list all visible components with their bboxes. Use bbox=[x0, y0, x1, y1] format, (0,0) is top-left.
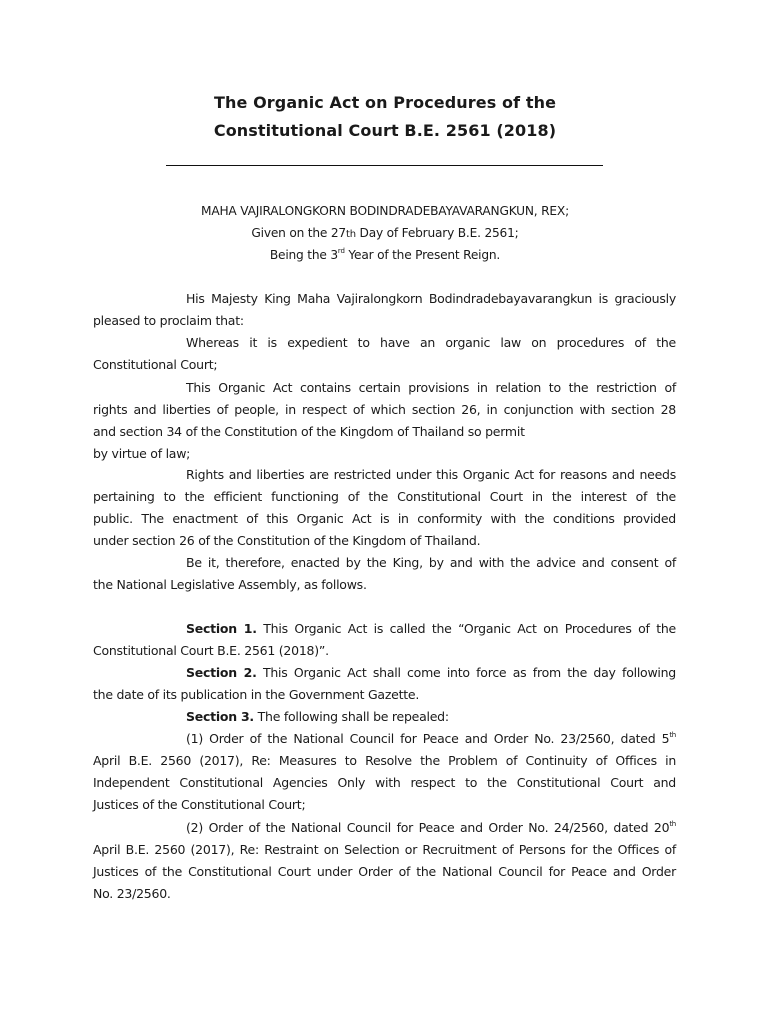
para4-line1: Rights and liberties are restricted under this Organic Act for reasons and needs bbox=[186, 467, 676, 482]
section3-item2-line1: (2) Order of the National Council for Peace and Order No. 24/2560, dated 20th bbox=[186, 820, 676, 835]
para2-line1: Whereas it is expedient to have an organic law on procedures of the bbox=[186, 335, 676, 350]
para2-line2: Constitutional Court; bbox=[93, 357, 218, 372]
section3-item2-line3: Justices of the Constitutional Court under Order of the National Council for Peace and Order bbox=[93, 864, 676, 879]
section3-item1-line2: April B.E. 2560 (2017), Re: Measures to Resolve the Problem of Continuity of Offices in bbox=[93, 753, 676, 768]
para1-line1: His Majesty King Maha Vajiralongkorn Bodindradebayavarangkun is graciously bbox=[186, 291, 676, 306]
section3-item1-line3: Independent Constitutional Agencies Only with respect to the Constitutional Court and bbox=[93, 775, 676, 790]
section3-item1-line1: (1) Order of the National Council for Peace and Order No. 23/2560, dated 5th bbox=[186, 731, 676, 746]
document-title-line2: Constitutional Court B.E. 2561 (2018) bbox=[213, 121, 557, 140]
section1-line2: Constitutional Court B.E. 2561 (2018)”. bbox=[93, 643, 329, 658]
para3-line1: This Organic Act contains certain provisions in relation to the restriction of bbox=[186, 380, 676, 395]
section3-label: Section 3. bbox=[186, 709, 254, 724]
reign-year: Being the 3rd Year of the Present Reign. bbox=[269, 247, 501, 262]
section3-item1-line4: Justices of the Constitutional Court; bbox=[93, 797, 306, 812]
section1-line1: Section 1. This Organic Act is called the “Organic Act on Procedures of the bbox=[186, 621, 676, 636]
para3-line3: and section 34 of the Constitution of the Kingdom of Thailand so permit bbox=[93, 424, 525, 439]
document-title-line1: The Organic Act on Procedures of the bbox=[213, 93, 557, 112]
section2-label: Section 2. bbox=[186, 665, 257, 680]
section1-label: Section 1. bbox=[186, 621, 257, 636]
section3-item2-line4: No. 23/2560. bbox=[93, 886, 171, 901]
section3-line1: Section 3. The following shall be repealed: bbox=[186, 709, 449, 724]
para5-line1: Be it, therefore, enacted by the King, by and with the advice and consent of bbox=[186, 555, 676, 570]
para1-line2: pleased to proclaim that: bbox=[93, 313, 244, 328]
para4-line2: pertaining to the efficient functioning of the Constitutional Court in the interest of the bbox=[93, 489, 676, 504]
para4-line3: public. The enactment of this Organic Act is in conformity with the conditions provided bbox=[93, 511, 676, 526]
para5-line2: the National Legislative Assembly, as follows. bbox=[93, 577, 367, 592]
para4-line4: under section 26 of the Constitution of the Kingdom of Thailand. bbox=[93, 533, 481, 548]
para3-line4: by virtue of law; bbox=[93, 446, 191, 461]
title-divider bbox=[166, 165, 603, 166]
section2-line2: the date of its publication in the Government Gazette. bbox=[93, 687, 420, 702]
para3-line2: rights and liberties of people, in respect of which section 26, in conjunction with section 28 bbox=[93, 402, 676, 417]
king-name: MAHA VAJIRALONGKORN BODINDRADEBAYAVARANGKUN, REX; bbox=[201, 204, 569, 218]
given-date: Given on the 27th Day of February B.E. 2561; bbox=[251, 226, 519, 240]
section3-item2-line2: April B.E. 2560 (2017), Re: Restraint on Selection or Recruitment of Persons for the Offices of bbox=[93, 842, 676, 857]
section2-line1: Section 2. This Organic Act shall come into force as from the day following bbox=[186, 665, 676, 680]
